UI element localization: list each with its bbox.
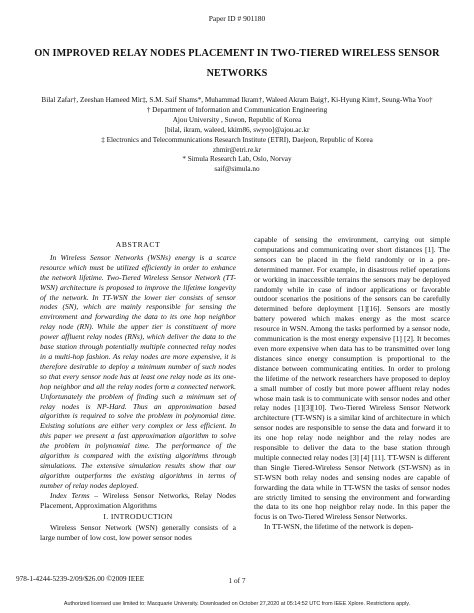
intro-paragraph-left: Wireless Sensor Network (WSN) generally consists of a large number of low cost, low power sensor nodes xyxy=(40,523,236,543)
index-terms xyxy=(40,491,236,511)
left-column xyxy=(40,240,236,543)
index-terms-label: Index Terms xyxy=(50,490,90,500)
paper-id: Paper ID # 901180 xyxy=(208,14,266,23)
abstract-heading: ABSTRACT xyxy=(115,240,161,249)
affiliation-line: Ajou University , Suwon, Republic of Korea xyxy=(172,115,302,124)
isbn-footer: 978-1-4244-5239-2/09/$26.00 ©2009 IEEE xyxy=(16,574,145,583)
affiliation-email: [bilal, ikram, waleed, kkim86, swyoo]@ajou.ac.kr xyxy=(164,125,310,134)
section-heading-introduction: I. INTRODUCTION xyxy=(103,512,173,522)
page-number: 1 of 7 xyxy=(228,576,246,585)
intro-paragraph-next: In TT-WSN, the lifetime of the network is depen- xyxy=(264,522,414,532)
author-block xyxy=(20,96,454,175)
author-names: Bilal Zafar†, Zeeshan Hameed Mir‡, S.M. Saif Shams*, Muhammad Ikram†, Waleed Akram Baig†, Ki-Hyung Kim†, Seung-Wha Yoo† xyxy=(41,96,433,104)
right-column xyxy=(254,235,450,532)
abstract-text: In Wireless Sensor Networks (WSNs) energy is a scarce resource which must be utilized efficiently in order to enhance the network lifetime. Two-Tiered Wireless Sensor Network (TT-WSN) architecture is proposed to improve the lifetime longevity of the network. In TT-WSN the lower tier consists of sensor nodes (SN), which are mainly responsible for sensing the environment and forwarding the data to its one hop neighbor relay node (RN). While the upper tier is constituent of more power affluent relay nodes (RNs), which deliver the data to the base station through potentially multiple connected relay nodes in a multi-hop fashion. As relay nodes are more expensive, it is therefore desirable to deploy a minimum number of such nodes so that every sensor node has at least one relay node as its one-hop neighbor and all the relay nodes form a connected network. Unfortunately the problem of finding such a minimum set of relay nodes is NP-Hard. Thus an approximation based algorithm is required to solve the problem in polynomial time. Existing solutions are either very complex or less efficient. In this paper we present a fast approximation algorithm to solve the problem in polynomial time. The performance of the algorithm is compared with the existing algorithms through simulations. The extensive simulation results show that our algorithm outperforms the existing algorithms in terms of number of relay nodes deployed. xyxy=(40,252,236,490)
affiliation-line: † Department of Information and Communication Engineering xyxy=(146,105,328,114)
affiliation-line: * Simula Research Lab, Oslo, Norvay xyxy=(182,155,292,164)
affiliation-line: ‡ Electronics and Telecommunications Research Institute (ETRI), Daejeon, Republic of Korea xyxy=(101,135,373,144)
license-notice: Authorized licensed use limited to: Macquarie University. Downloaded on October 27,2020 at 05:14:52 UTC from IEEE Xplore. Restrictions apply. xyxy=(63,601,411,607)
affiliation-email: zhmir@etri.re.kr xyxy=(212,145,262,154)
title-line-2: NETWORKS xyxy=(206,68,268,79)
paper-title xyxy=(24,44,450,84)
affiliation-email: saif@simula.no xyxy=(214,165,260,174)
index-terms-text: – Wireless Sensor Networks, Relay Nodes Placement, Approximation Algorithms xyxy=(40,490,236,510)
intro-paragraph-right: capable of sensing the environment, carrying out simple computations and communicating over short distances [1]. The sensors can be placed in the field randomly or in a pre-determined manner. For example, in disastrous relief operations or working in inaccessible terrains the sensors may be deployed randomly while in case of indoor applications or favorable outdoor scenarios the positions of the sensors can be carefully determined before deployment [1][16]. Sensors are mostly battery powered which makes energy as the most scarce resource in WSN. Among the tasks performed by a sensor node, communication is the most energy expensive [1] [2]. It becomes even more expensive when data has to be transmitted over long distances since energy consumption is proportional to the distance between communicating entities. In order to prolong the lifetime of the network researchers have proposed to deploy a small number of costly but more power affluent relay nodes whose main task is to communicate with sensor nodes and other relay nodes [1][3][10]. Two-Tiered Wireless Sensor Network architecture (TT-WSN) is a similar kind of architecture in which sensor nodes are responsible to sense the data and forward it to its one hop relay node neighbor and the relay nodes are responsible to deliver the data to the base station through multiple connected relay nodes [3] [4] [11]. TT-WSN is different than Single Tiered-Wireless Sensor Network (ST-WSN) as in ST-WSN both relay nodes and sensing nodes are capable of forwarding the data while in TT-WSN the tasks of sensor nodes are strictly limited to sensing the environment and forwarding the data to its one hop neighbor relay node. In this paper the focus is on Two-Tiered Wireless Sensor Networks. xyxy=(254,235,450,522)
title-line-1: ON IMPROVED RELAY NODES PLACEMENT IN TWO-TIERED WIRELESS SENSOR xyxy=(34,48,440,59)
